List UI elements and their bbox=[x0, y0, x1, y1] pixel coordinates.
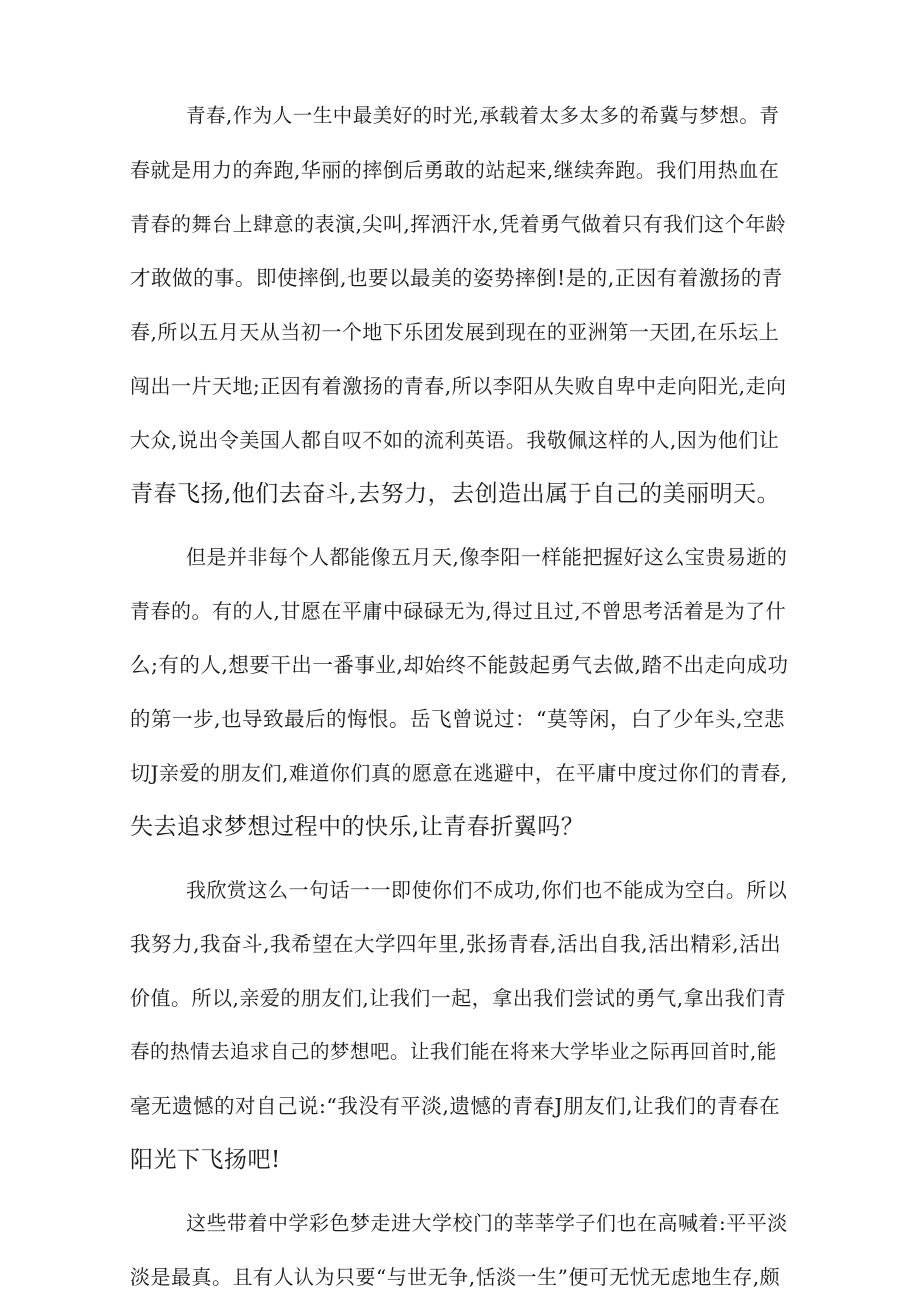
paragraph-3-line-6: 阳光下飞扬吧! bbox=[130, 1147, 281, 1173]
paragraph-3-line-1: 我欣赏这么一句话一一即使你们不成功,你们也不能成为空白。所以 bbox=[186, 878, 788, 902]
paragraph-1-line-3: 青春的舞台上肆意的表演,尖叫,挥洒汗水,凭着勇气做着只有我们这个年龄 bbox=[130, 212, 787, 236]
paragraph-1-line-8: 青春飞扬,他们去奋斗,去努力，去创造出属于自己的美丽明天。 bbox=[130, 481, 781, 507]
paragraph-1-line-1: 青春,作为人一生中最美好的时光,承载着太多太多的希冀与梦想。青 bbox=[186, 104, 780, 127]
paragraph-1-line-5: 春,所以五月天从当初一个地下乐团发展到现在的亚洲第一天团,在乐坛上 bbox=[130, 320, 780, 344]
paragraph-1-line-6: 闯出一片天地;正因有着激扬的青春,所以李阳从失败自卑中走向阳光,走向 bbox=[130, 374, 787, 398]
paragraph-2-line-3: 么;有的人,想要干出一番事业,却始终不能鼓起勇气去做,踏不出走向成功 bbox=[130, 653, 789, 677]
paragraph-3-line-3: 价值。所以,亲爱的朋友们,让我们一起，拿出我们尝试的勇气,拿出我们青 bbox=[130, 986, 787, 1010]
paragraph-2-line-4: 的第一步,也导致最后的悔恨。岳飞曾说过：“莫等闲，白了少年头,空悲 bbox=[130, 707, 786, 731]
paragraph-1-line-4: 才敢做的事。即使摔倒,也要以最美的姿势摔倒!是的,正因有着激扬的青 bbox=[130, 266, 783, 290]
paragraph-3-line-4: 春的热情去追求自己的梦想吧。让我们能在将来大学毕业之际再回首时,能 bbox=[130, 1040, 777, 1063]
paragraph-2-line-5: 切J亲爱的朋友们,难道你们真的愿意在逃避中，在平庸中度过你们的青春, bbox=[130, 761, 788, 785]
paragraph-3-line-2: 我努力,我奋斗,我希望在大学四年里,张扬青春,活出自我,活出精彩,活出 bbox=[130, 932, 782, 956]
paragraph-1-line-2: 春就是用力的奔跑,华丽的摔倒后勇敢的站起来,继续奔跑。我们用热血在 bbox=[130, 158, 780, 182]
paragraph-3-line-5: 毫无遗憾的对自己说:“我没有平淡,遗憾的青春J朋友们,让我们的青春在 bbox=[130, 1094, 781, 1118]
paragraph-4-line-2: 淡是最真。且有人认为只要“与世无争,恬淡一生”便可无忧无虑地生存,颇 bbox=[130, 1265, 781, 1289]
paragraph-2-line-1: 但是并非每个人都能像五月天,像李阳一样能把握好这么宝贵易逝的 bbox=[186, 545, 788, 569]
paragraph-2-line-6: 失去追求梦想过程中的快乐,让青春折翼吗？ bbox=[130, 814, 585, 840]
paragraph-2-line-2: 青春的。有的人,甘愿在平庸中碌碌无为,得过且过,不曾思考活着是为了什 bbox=[130, 599, 787, 623]
paragraph-1-line-7: 大众,说出令美国人都自叹不如的流利英语。我敬佩这样的人,因为他们让 bbox=[130, 428, 780, 452]
paragraph-4-line-1: 这些带着中学彩色梦走进大学校门的莘莘学子们也在高喊着:平平淡 bbox=[186, 1211, 788, 1235]
